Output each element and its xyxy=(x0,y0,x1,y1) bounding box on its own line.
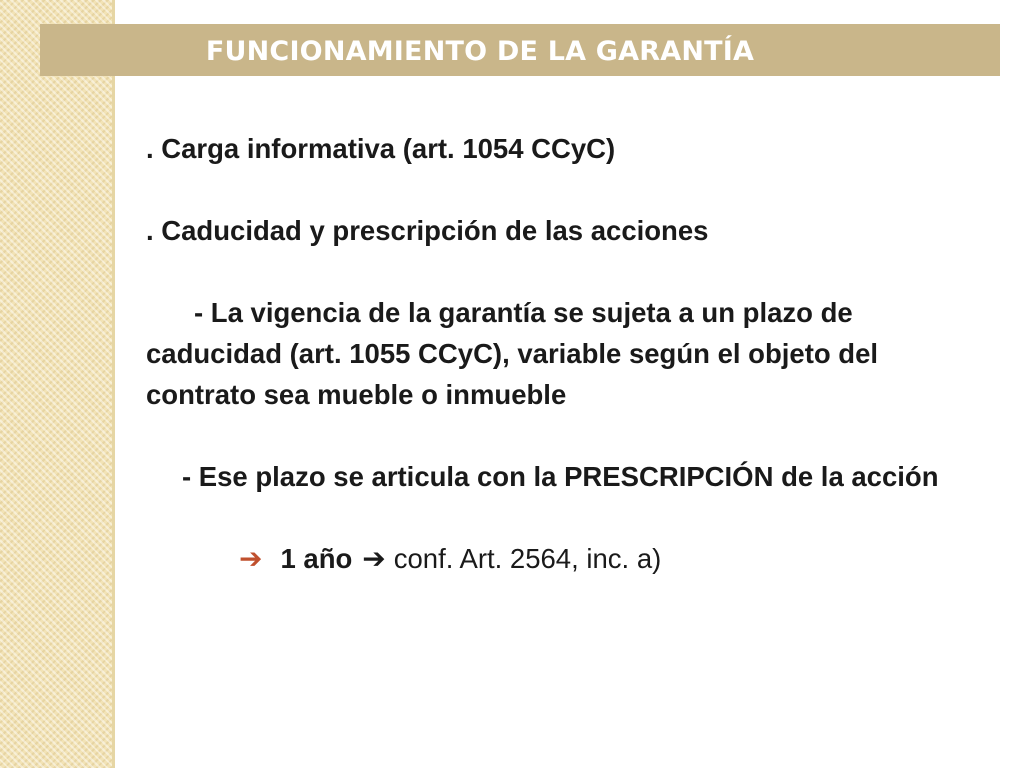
item-caducidad: . Caducidad y prescripción de las acciones xyxy=(146,215,709,246)
slide-title: FUNCIONAMIENTO DE LA GARANTÍA xyxy=(205,35,755,67)
spacer xyxy=(146,415,966,456)
term-one-year: 1 año xyxy=(280,543,353,574)
spacer xyxy=(146,251,966,292)
prescripcion-emphasis: PRESCRIPCIÓN xyxy=(564,461,774,492)
item-plazo-text: - Ese plazo se articula con la xyxy=(182,461,565,492)
decorative-left-band xyxy=(0,0,112,768)
prescription-term-line xyxy=(146,538,966,579)
item-vigencia: - La vigencia de la garantía se sujeta a un plazo de caducidad (art. 1055 CCyC), variable según el objeto del contrato sea mueble o inmueble xyxy=(146,297,879,410)
item-plazo xyxy=(146,456,966,497)
article-reference: conf. Art. 2564, inc. a) xyxy=(393,543,662,574)
arrow-right-icon: ➔ xyxy=(239,543,263,574)
spacer xyxy=(146,169,966,210)
item-plazo-tail: de la acción xyxy=(773,461,939,492)
arrow-right-icon: ➔ xyxy=(362,543,386,574)
slide-content xyxy=(146,128,966,579)
item-carga-informativa: . Carga informativa (art. 1054 CCyC) xyxy=(146,133,616,164)
title-bar xyxy=(40,24,1000,76)
left-band-edge xyxy=(112,0,115,768)
